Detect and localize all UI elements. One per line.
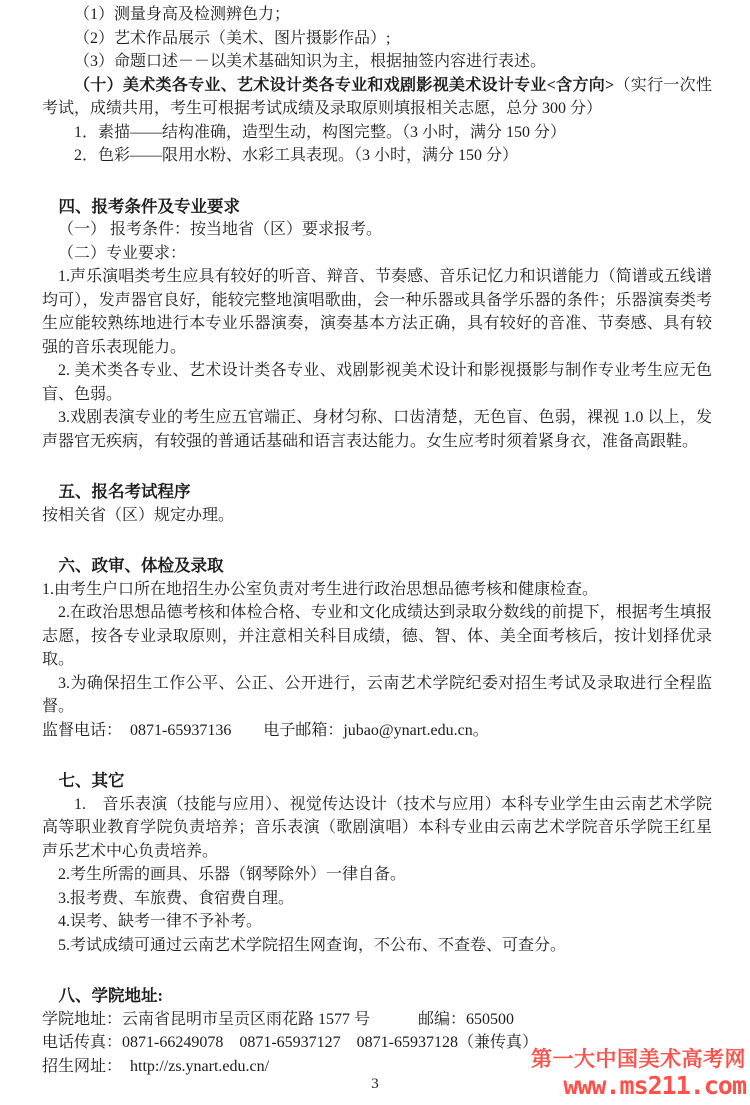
item-10-sub-sketch: 1．素描——结构准确，造型生动，构图完整。（3 小时，满分 150 分） [74, 123, 567, 141]
section-6-para-1: 1.由考生户口所在地招生办公室负责对考生进行政治思想品德考核和健康检查。 [42, 580, 599, 598]
section-7-para-1: 1. 音乐表演（技能与应用）、视觉传达设计（技术与应用）本科专业学生由云南艺术学院高等职业教育学院负责培养；音乐表演（歌剧演唱）本科专业由云南艺术学院音乐学院王红星声乐艺术中心负责培养。 [42, 795, 712, 860]
section-4-para-4: 2. 美术类各专业、艺术设计类各专业、戏剧影视美术设计和影视摄影与制作专业考生应无色盲、色弱。 [42, 362, 712, 403]
section-6-contact-line: 监督电话： 0871-65937136 电子邮箱：jubao@ynart.edu.cn。 [42, 721, 489, 739]
section-4-para-5: 3.戏剧表演专业的考生应五官端正、身材匀称、口齿清楚，无色盲、色弱，裸视 1.0 以上，发声器官无疾病，有较强的普通话基础和语言表达能力。女生应考时须着紧身衣，准备高跟鞋。 [42, 409, 712, 450]
watermark [531, 1048, 746, 1099]
watermark-site-name: 第一大中国美术高考网 [531, 1047, 746, 1072]
item-10-title: （十）美术类各专业、艺术设计类各专业和戏剧影视美术设计专业<含方向> [74, 76, 615, 94]
section-4-para-1: （一） 报考条件：按当地省（区）要求报考。 [58, 221, 383, 238]
section-7-para-2: 2.考生所需的画具、乐器（钢琴除外）一律自备。 [58, 866, 407, 883]
intro-item-3: （3）命题口述－－以美术基础知识为主，根据抽签内容进行表述。 [74, 53, 547, 70]
item-10-sub-color: 2．色彩——限用水粉、水彩工具表现。（3 小时，满分 150 分） [74, 147, 519, 164]
item-10-paragraph [42, 74, 712, 121]
document-body [42, 3, 712, 1078]
page-number: 3 [371, 1076, 379, 1092]
intro-item-1: （1）测量身高及检测辨色力； [74, 6, 291, 23]
section-8-address-line: 学院地址：云南省昆明市呈贡区雨花路 1577 号 邮编：650500 [42, 1010, 515, 1028]
intro-item-2: （2）艺术作品展示（美术、图片摄影作品）; [74, 29, 391, 47]
section-6-para-2: 2.在政治思想品德考核和体检合格、专业和文化成绩达到录取分数线的前提下，根据考生填报志愿，按各专业录取原则，并注意相关科目成绩，德、智、体、美全面考核后，按计划择优录取。 [42, 604, 712, 668]
section-8-phone-line: 电话传真：0871-66249078 0871-65937127 0871-65937128（兼传真） [42, 1034, 538, 1051]
section-6-para-3: 3.为确保招生工作公平、公正、公开进行，云南艺术学院纪委对招生考试及录取进行全程监督。 [42, 674, 712, 715]
section-8-website-line: 招生网址： http://zs.ynart.edu.cn/ [42, 1057, 270, 1075]
section-5-heading: 五、报名考试程序 [58, 482, 191, 501]
section-6-heading: 六、政审、体检及录取 [58, 556, 224, 575]
section-7-heading: 七、其它 [58, 771, 125, 790]
section-7-para-5: 5.考试成绩可通过云南艺术学院招生网查询，不公布、不查卷、可查分。 [58, 936, 567, 954]
section-4-para-2: （二）专业要求： [58, 244, 187, 262]
section-8-heading: 八、学院地址: [58, 986, 163, 1005]
watermark-site-url: www.ms211.com [563, 1070, 746, 1100]
section-4-para-3: 1.声乐演唱类考生应具有较好的听音、辩音、节奏感、音乐记忆力和识谱能力（简谱或五线谱均可），发声器官良好，能较完整地演唱歌曲，会一种乐器或具备学乐器的条件；乐器演奏类考生应能较熟练地进行本专业乐器演奏，演奏基本方法正确，具有较好的音准、节奏感、具有较强的音乐表现能力。 [42, 268, 712, 356]
section-7-para-4: 4.误考、缺考一律不予补考。 [58, 913, 263, 930]
section-4-heading: 四、报考条件及专业要求 [58, 196, 240, 216]
section-7-para-3: 3.报考费、车旅费、食宿费自理。 [58, 889, 295, 907]
item-10-note: （实行一次性考试，成绩共用，考生可根据考试成绩及录取原则填报相关志愿，总分 300 分） [42, 76, 712, 117]
section-5-para-1: 按相关省（区）规定办理。 [42, 506, 235, 524]
